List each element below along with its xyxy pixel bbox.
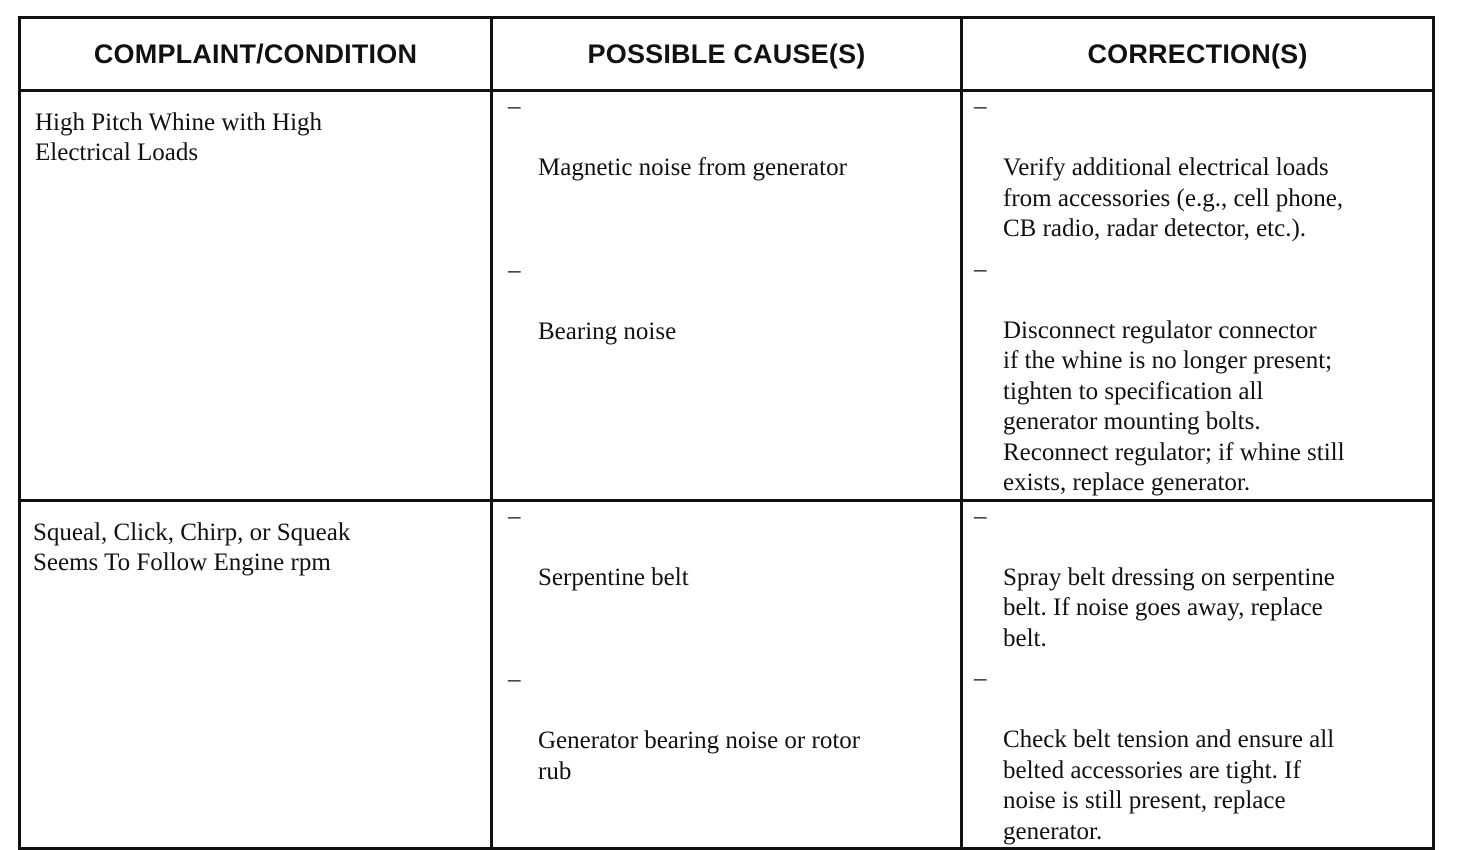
dash-bullet: – [974,502,987,530]
condition-text: High Pitch Whine with High Electrical Loads [35,109,323,166]
dash-bullet: – [974,665,987,692]
correction-item [963,255,1432,499]
cause-item [493,665,960,787]
dash-bullet: – [508,666,521,693]
cause-cell [492,91,962,501]
correction-cell [962,91,1434,501]
diagnosis-table [18,16,1435,850]
dash-bullet: – [974,93,987,120]
correction-item [963,664,1432,847]
cause-item [493,92,960,184]
table-header-row [20,18,1434,91]
dash-bullet: – [508,256,521,284]
dash-bullet: – [508,93,521,120]
correction-item [963,502,1432,655]
correction-text: Verify additional electrical loads from accessories (e.g., cell phone, CB radio, radar detector, etc.). [1003,154,1344,242]
condition-cell [20,91,492,501]
dash-bullet: – [508,502,521,530]
condition-cell [20,500,492,849]
header-possible-causes: POSSIBLE CAUSE(S) [492,18,962,91]
correction-text: Spray belt dressing on serpentine belt. If noise goes away, replace belt. [1003,563,1335,652]
cause-item [493,256,960,348]
correction-item [963,92,1432,245]
correction-text: Disconnect regulator connector if the whine is no longer present; tighten to specification all generator mounting bolts. Reconnect regulator; if whine still exists, replace generator. [1003,316,1345,496]
cause-text: Bearing noise [538,317,677,345]
dash-bullet: – [974,255,987,283]
condition-text: Squeal, Click, Chirp, or Squeak Seems To Follow Engine rpm [33,518,351,576]
cause-text: Serpentine belt [538,563,689,591]
table-row [20,500,1434,849]
cause-text: Generator bearing noise or rotor rub [538,727,861,785]
cause-item [493,502,960,594]
table-row [20,91,1434,501]
header-corrections: CORRECTION(S) [962,18,1434,91]
correction-text: Check belt tension and ensure all belted accessories are tight. If noise is still present, replace generator. [1003,726,1335,845]
correction-cell [962,500,1434,849]
header-complaint-condition: COMPLAINT/CONDITION [20,18,492,91]
cause-cell [492,500,962,849]
cause-text: Magnetic noise from generator [538,154,847,181]
